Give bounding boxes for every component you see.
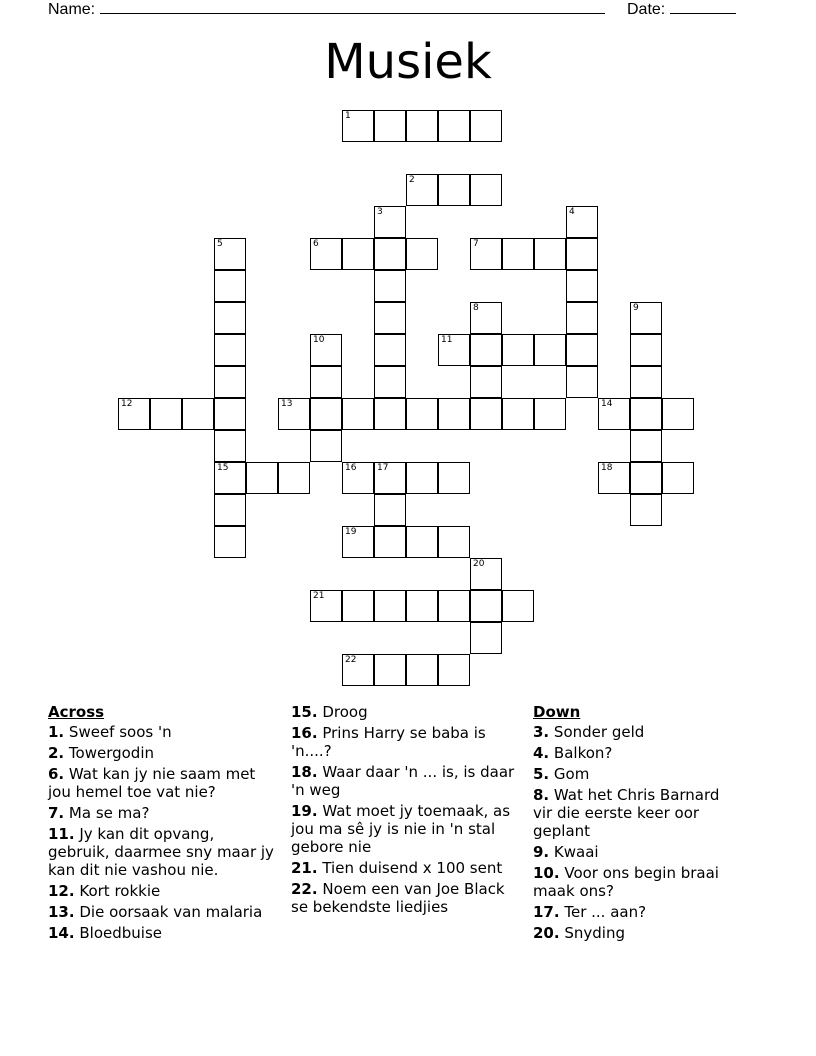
- grid-cell[interactable]: [566, 206, 598, 238]
- grid-cell[interactable]: [470, 590, 502, 622]
- grid-cell[interactable]: [214, 430, 246, 462]
- grid-cell[interactable]: [246, 462, 278, 494]
- grid-cell[interactable]: [214, 398, 246, 430]
- clue-item-text: Wat kan jy nie saam met jou hemel toe vat nie?: [48, 765, 256, 801]
- grid-cell[interactable]: [470, 110, 502, 142]
- grid-cell[interactable]: [470, 622, 502, 654]
- clue-item-text: Gom: [553, 765, 590, 783]
- grid-cell[interactable]: [118, 398, 150, 430]
- grid-cell[interactable]: [662, 398, 694, 430]
- clue-item-text: Kwaai: [553, 843, 599, 861]
- clue-item-number: 11.: [48, 825, 75, 843]
- clue-number: 9: [633, 303, 639, 313]
- grid-cell[interactable]: [278, 398, 310, 430]
- grid-cell[interactable]: [406, 654, 438, 686]
- clue-item-number: 22.: [291, 880, 318, 898]
- date-label: Date:: [627, 1, 666, 18]
- grid-cell[interactable]: [534, 398, 566, 430]
- grid-cell[interactable]: [310, 366, 342, 398]
- grid-cell[interactable]: [374, 334, 406, 366]
- grid-cell[interactable]: [630, 398, 662, 430]
- clue-item-text: Balkon?: [553, 744, 613, 762]
- clue-item-text: Die oorsaak van malaria: [79, 903, 263, 921]
- down-list: [533, 723, 743, 942]
- clue-number: 11: [441, 335, 453, 345]
- grid-cell[interactable]: [566, 238, 598, 270]
- across-list-2: [291, 703, 516, 916]
- clue-item-number: 13.: [48, 903, 75, 921]
- clue-item-text: Ma se ma?: [68, 804, 150, 822]
- grid-cell[interactable]: [374, 238, 406, 270]
- clue-item-number: 1.: [48, 723, 65, 741]
- grid-cell[interactable]: [566, 302, 598, 334]
- clue-item-text: Ter ... aan?: [564, 903, 647, 921]
- clue-item: [533, 723, 743, 741]
- grid-cell[interactable]: [438, 526, 470, 558]
- clue-item-text: Kort rokkie: [79, 882, 161, 900]
- grid-cell[interactable]: [630, 334, 662, 366]
- clue-item: [48, 903, 278, 921]
- clue-item-number: 2.: [48, 744, 65, 762]
- clue-item-text: Droog: [322, 703, 368, 721]
- grid-cell[interactable]: [214, 270, 246, 302]
- clue-number: 3: [377, 207, 383, 217]
- clue-number: 22: [345, 655, 357, 665]
- grid-cell[interactable]: [470, 238, 502, 270]
- grid-cell[interactable]: [406, 398, 438, 430]
- clues-column-2: [291, 703, 516, 919]
- clue-item-number: 21.: [291, 859, 318, 877]
- clue-number: 17: [377, 463, 389, 473]
- grid-cell[interactable]: [598, 398, 630, 430]
- grid-cell[interactable]: [566, 270, 598, 302]
- grid-cell[interactable]: [406, 110, 438, 142]
- clue-item-number: 18.: [291, 763, 318, 781]
- grid-cell[interactable]: [214, 366, 246, 398]
- grid-cell[interactable]: [438, 462, 470, 494]
- clue-item-text: Wat moet jy toemaak, as jou ma sê jy is nie in 'n stal gebore nie: [291, 802, 511, 856]
- grid-cell[interactable]: [406, 462, 438, 494]
- grid-cell[interactable]: [150, 398, 182, 430]
- grid-cell[interactable]: [342, 110, 374, 142]
- grid-cell[interactable]: [502, 334, 534, 366]
- clue-item: [48, 825, 278, 879]
- grid-cell[interactable]: [342, 654, 374, 686]
- clue-item-text: Voor ons begin braai maak ons?: [533, 864, 719, 900]
- grid-cell[interactable]: [470, 174, 502, 206]
- grid-cell[interactable]: [406, 174, 438, 206]
- clue-item: [291, 763, 516, 799]
- grid-cell[interactable]: [310, 238, 342, 270]
- clue-item: [291, 703, 516, 721]
- clue-item-number: 7.: [48, 804, 65, 822]
- grid-cell[interactable]: [374, 654, 406, 686]
- grid-cell[interactable]: [342, 398, 374, 430]
- clue-item: [533, 903, 743, 921]
- clue-number: 6: [313, 239, 319, 249]
- grid-cell[interactable]: [438, 590, 470, 622]
- grid-cell[interactable]: [406, 590, 438, 622]
- clue-number: 10: [313, 335, 325, 345]
- grid-cell[interactable]: [598, 462, 630, 494]
- clue-item: [533, 744, 743, 762]
- grid-cell[interactable]: [406, 238, 438, 270]
- grid-cell[interactable]: [214, 462, 246, 494]
- clue-item: [533, 864, 743, 900]
- grid-cell[interactable]: [502, 590, 534, 622]
- clue-item-text: Prins Harry se baba is 'n....?: [291, 724, 486, 760]
- grid-cell[interactable]: [502, 238, 534, 270]
- grid-cell[interactable]: [310, 398, 342, 430]
- grid-cell[interactable]: [566, 366, 598, 398]
- clue-item-number: 17.: [533, 903, 560, 921]
- grid-cell[interactable]: [278, 462, 310, 494]
- across-list-1: [48, 723, 278, 942]
- clue-item-number: 19.: [291, 802, 318, 820]
- clue-item-number: 6.: [48, 765, 65, 783]
- clue-item: [48, 882, 278, 900]
- clue-item: [48, 723, 278, 741]
- clue-item-text: Waar daar 'n ... is, is daar 'n weg: [291, 763, 515, 799]
- clue-item: [533, 843, 743, 861]
- grid-cell[interactable]: [214, 238, 246, 270]
- clue-number: 19: [345, 527, 357, 537]
- clue-item-text: Jy kan dit opvang, gebruik, daarmee sny maar jy kan dit nie vashou nie.: [48, 825, 274, 879]
- grid-cell[interactable]: [630, 494, 662, 526]
- clue-number: 7: [473, 239, 479, 249]
- clue-item-number: 5.: [533, 765, 550, 783]
- grid-cell[interactable]: [374, 526, 406, 558]
- grid-cell[interactable]: [470, 302, 502, 334]
- grid-cell[interactable]: [438, 654, 470, 686]
- grid-cell[interactable]: [214, 526, 246, 558]
- grid-cell[interactable]: [310, 590, 342, 622]
- grid-cell[interactable]: [502, 398, 534, 430]
- grid-cell[interactable]: [374, 110, 406, 142]
- clue-item-number: 14.: [48, 924, 75, 942]
- clue-number: 2: [409, 175, 415, 185]
- grid-cell[interactable]: [470, 366, 502, 398]
- clue-item-number: 15.: [291, 703, 318, 721]
- clue-item-number: 16.: [291, 724, 318, 742]
- grid-cell[interactable]: [342, 590, 374, 622]
- clue-number: 12: [121, 399, 133, 409]
- grid-cell[interactable]: [374, 590, 406, 622]
- grid-cell[interactable]: [374, 302, 406, 334]
- clue-item-number: 9.: [533, 843, 550, 861]
- grid-cell[interactable]: [438, 398, 470, 430]
- clue-item-number: 4.: [533, 744, 550, 762]
- clue-number: 4: [569, 207, 575, 217]
- clue-item: [48, 765, 278, 801]
- clue-item: [291, 724, 516, 760]
- down-heading: Down: [533, 703, 581, 721]
- grid-cell[interactable]: [374, 462, 406, 494]
- clue-number: 5: [217, 239, 223, 249]
- grid-cell[interactable]: [630, 302, 662, 334]
- grid-cell[interactable]: [534, 334, 566, 366]
- clue-item: [533, 786, 743, 840]
- clue-item-text: Sweef soos 'n: [68, 723, 172, 741]
- grid-cell[interactable]: [214, 494, 246, 526]
- clue-item-number: 10.: [533, 864, 560, 882]
- clue-item-text: Bloedbuise: [79, 924, 162, 942]
- grid-cell[interactable]: [374, 494, 406, 526]
- clue-item-text: Wat het Chris Barnard vir die eerste keer oor geplant: [533, 786, 720, 840]
- clue-item-text: Towergodin: [68, 744, 155, 762]
- grid-cell[interactable]: [374, 398, 406, 430]
- grid-cell[interactable]: [310, 430, 342, 462]
- grid-cell[interactable]: [182, 398, 214, 430]
- grid-cell[interactable]: [470, 398, 502, 430]
- clue-number: 14: [601, 399, 613, 409]
- grid-cell[interactable]: [214, 302, 246, 334]
- clue-item: [291, 802, 516, 856]
- clue-item-text: Sonder geld: [553, 723, 645, 741]
- clue-number: 18: [601, 463, 613, 473]
- clue-item: [291, 859, 516, 877]
- grid-cell[interactable]: [470, 334, 502, 366]
- page-title: Musiek: [324, 34, 492, 90]
- name-label: Name:: [48, 1, 96, 18]
- clue-item: [48, 804, 278, 822]
- grid-cell[interactable]: [438, 334, 470, 366]
- clue-item-text: Noem een van Joe Black se bekendste liedjies: [291, 880, 505, 916]
- clue-item: [48, 744, 278, 762]
- clues-column-3: [533, 703, 743, 945]
- grid-cell[interactable]: [630, 430, 662, 462]
- grid-cell[interactable]: [374, 366, 406, 398]
- clue-item: [291, 880, 516, 916]
- grid-cell[interactable]: [438, 110, 470, 142]
- across-heading: Across: [48, 703, 105, 721]
- grid-cell[interactable]: [662, 462, 694, 494]
- grid-cell[interactable]: [374, 270, 406, 302]
- clue-item-number: 3.: [533, 723, 550, 741]
- grid-cell[interactable]: [406, 526, 438, 558]
- clue-number: 13: [281, 399, 293, 409]
- clue-number: 15: [217, 463, 229, 473]
- clue-number: 21: [313, 591, 325, 601]
- clue-item: [533, 924, 743, 942]
- clues-column-1: [48, 703, 278, 945]
- grid-cell[interactable]: [438, 174, 470, 206]
- grid-cell[interactable]: [342, 238, 374, 270]
- grid-cell[interactable]: [310, 334, 342, 366]
- clue-number: 1: [345, 111, 351, 121]
- grid-cell[interactable]: [342, 462, 374, 494]
- clue-item-number: 20.: [533, 924, 560, 942]
- grid-cell[interactable]: [566, 334, 598, 366]
- grid-cell[interactable]: [342, 526, 374, 558]
- clue-number: 8: [473, 303, 479, 313]
- grid-cell[interactable]: [630, 366, 662, 398]
- clue-item-number: 12.: [48, 882, 75, 900]
- clue-item: [48, 924, 278, 942]
- clue-item-text: Snyding: [564, 924, 625, 942]
- clue-item: [533, 765, 743, 783]
- clue-item-text: Tien duisend x 100 sent: [322, 859, 503, 877]
- clue-number: 16: [345, 463, 357, 473]
- grid-cell[interactable]: [470, 558, 502, 590]
- grid-cell[interactable]: [214, 334, 246, 366]
- grid-cell[interactable]: [374, 206, 406, 238]
- clue-item-number: 8.: [533, 786, 550, 804]
- grid-cell[interactable]: [534, 238, 566, 270]
- grid-cell[interactable]: [630, 462, 662, 494]
- clue-number: 20: [473, 559, 485, 569]
